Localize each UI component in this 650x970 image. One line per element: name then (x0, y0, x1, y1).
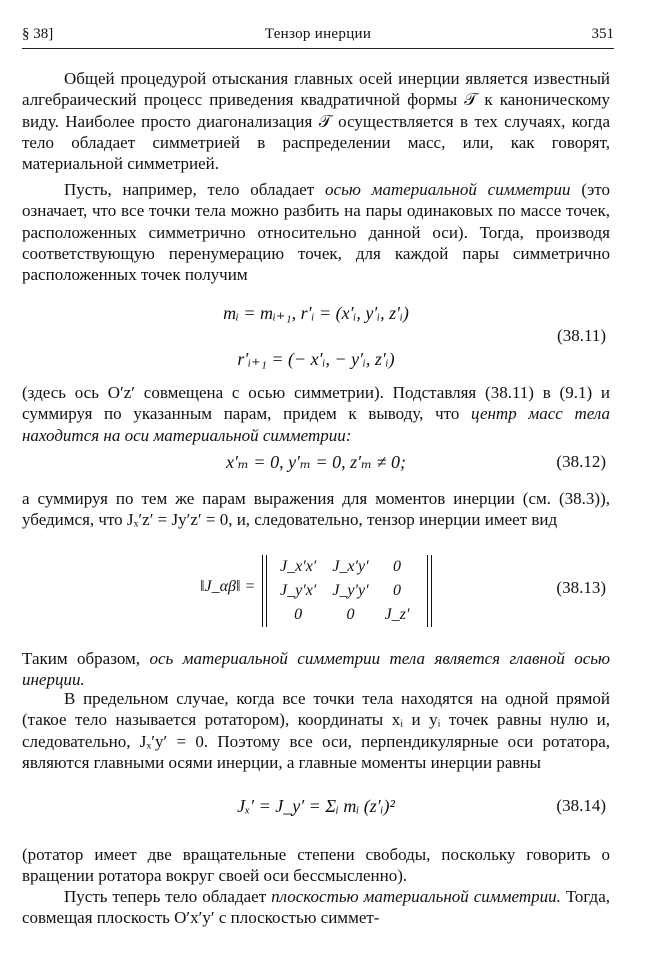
matrix-cell: J_y′x′ (280, 582, 317, 599)
paragraph-3: (здесь ось O′z′ совмещена с осью симметрии). Подставляя (38.11) в (9.1) и суммируя по указанным парам, придем к выводу, что центр масс тела находится на оси материальной симметрии: (22, 383, 611, 445)
equation-38-12 (22, 452, 610, 478)
equation-38-14 (22, 796, 610, 822)
running-header (22, 26, 614, 48)
equation-number: (38.12) (556, 452, 606, 471)
page-number: 351 (591, 26, 614, 42)
paragraph-8: Пусть теперь тело обладает плоскостью материальной симметрии. Тогда, совмещая плоскость O′x′y′ с плоскостью симмет- (22, 887, 610, 928)
equation-38-11-line2: r′ᵢ₊₁ = (− x′ᵢ, − y′ᵢ, z′ᵢ) (237, 349, 395, 369)
matrix-cell: 0 (294, 606, 303, 623)
equation-38-14-body: Jₓ′ = J_y′ = Σᵢ mᵢ (z′ᵢ)² (237, 796, 395, 816)
paragraph-2: Пусть, например, тело обладает осью материальной симметрии (это означает, что все точки тела можно разбить на пары одинаковых по массе точек, расположенных симметрично относительно данной оси). Тогда, производя соответствующую перенумерацию точек, для каждой пары симметрично расположенных точек получим (22, 180, 611, 285)
paragraph-5: Таким образом, ось материальной симметрии тела является главной осью инерции. (22, 649, 610, 690)
matrix-table (272, 555, 417, 627)
equation-number: (38.11) (557, 326, 606, 345)
equation-38-13-lhs: ‖J_αβ‖ = (200, 578, 256, 595)
equation-38-11-line1: mᵢ = mᵢ₊₁, r′ᵢ = (x′ᵢ, y′ᵢ, z′ᵢ) (223, 303, 409, 323)
equation-38-11 (22, 303, 610, 373)
paragraph-1: Общей процедурой отыскания главных осей инерции является известный алгебраический процесс приведения квадратичной формы 𝒯 к каноническому виду. Наиболее просто диагонализация 𝒯 осуществляется в тех случаях, когда тело обладает симметрией в распределении масс, или, как говорят, материальной симметрией. (22, 69, 610, 174)
matrix-cell: J_x′y′ (332, 558, 369, 575)
inertia-matrix (262, 555, 432, 627)
matrix-cell: 0 (393, 582, 402, 599)
running-title: Тензор инерции (264, 26, 372, 42)
matrix-cell: 0 (393, 558, 402, 575)
matrix-cell: 0 (346, 606, 355, 623)
paragraph-7: (ротатор имеет две вращательные степени свободы, поскольку говорить о вращении ротатора вокруг своей оси бессмысленно). (22, 845, 610, 886)
matrix-cell: J_z′ (384, 606, 410, 623)
equation-number: (38.14) (556, 796, 606, 815)
equation-38-12-body: x′ₘ = 0, y′ₘ = 0, z′ₘ ≠ 0; (225, 452, 407, 472)
header-rule (22, 48, 614, 49)
matrix-cell: J_y′y′ (332, 582, 369, 599)
paragraph-4: а суммируя по тем же парам выражения для моментов инерции (см. (38.3)), убедимся, что Jₓ′z′ = Jy′z′ = 0, и, следовательно, тензор инерции имеет вид (22, 489, 610, 530)
section-number: § 38] (22, 26, 54, 42)
matrix-cell: J_x′x′ (280, 558, 317, 575)
equation-number: (38.13) (556, 578, 606, 597)
paragraph-6: В предельном случае, когда все точки тела находятся на одной прямой (такое тело называется ротатором), координаты xᵢ и yᵢ точек равны нулю и, следовательно, Jₓ′y′ = 0. Поэтому все оси, перпендикулярные оси ротатора, являются главными осями инерции, а главные моменты инерции равны (22, 689, 610, 772)
